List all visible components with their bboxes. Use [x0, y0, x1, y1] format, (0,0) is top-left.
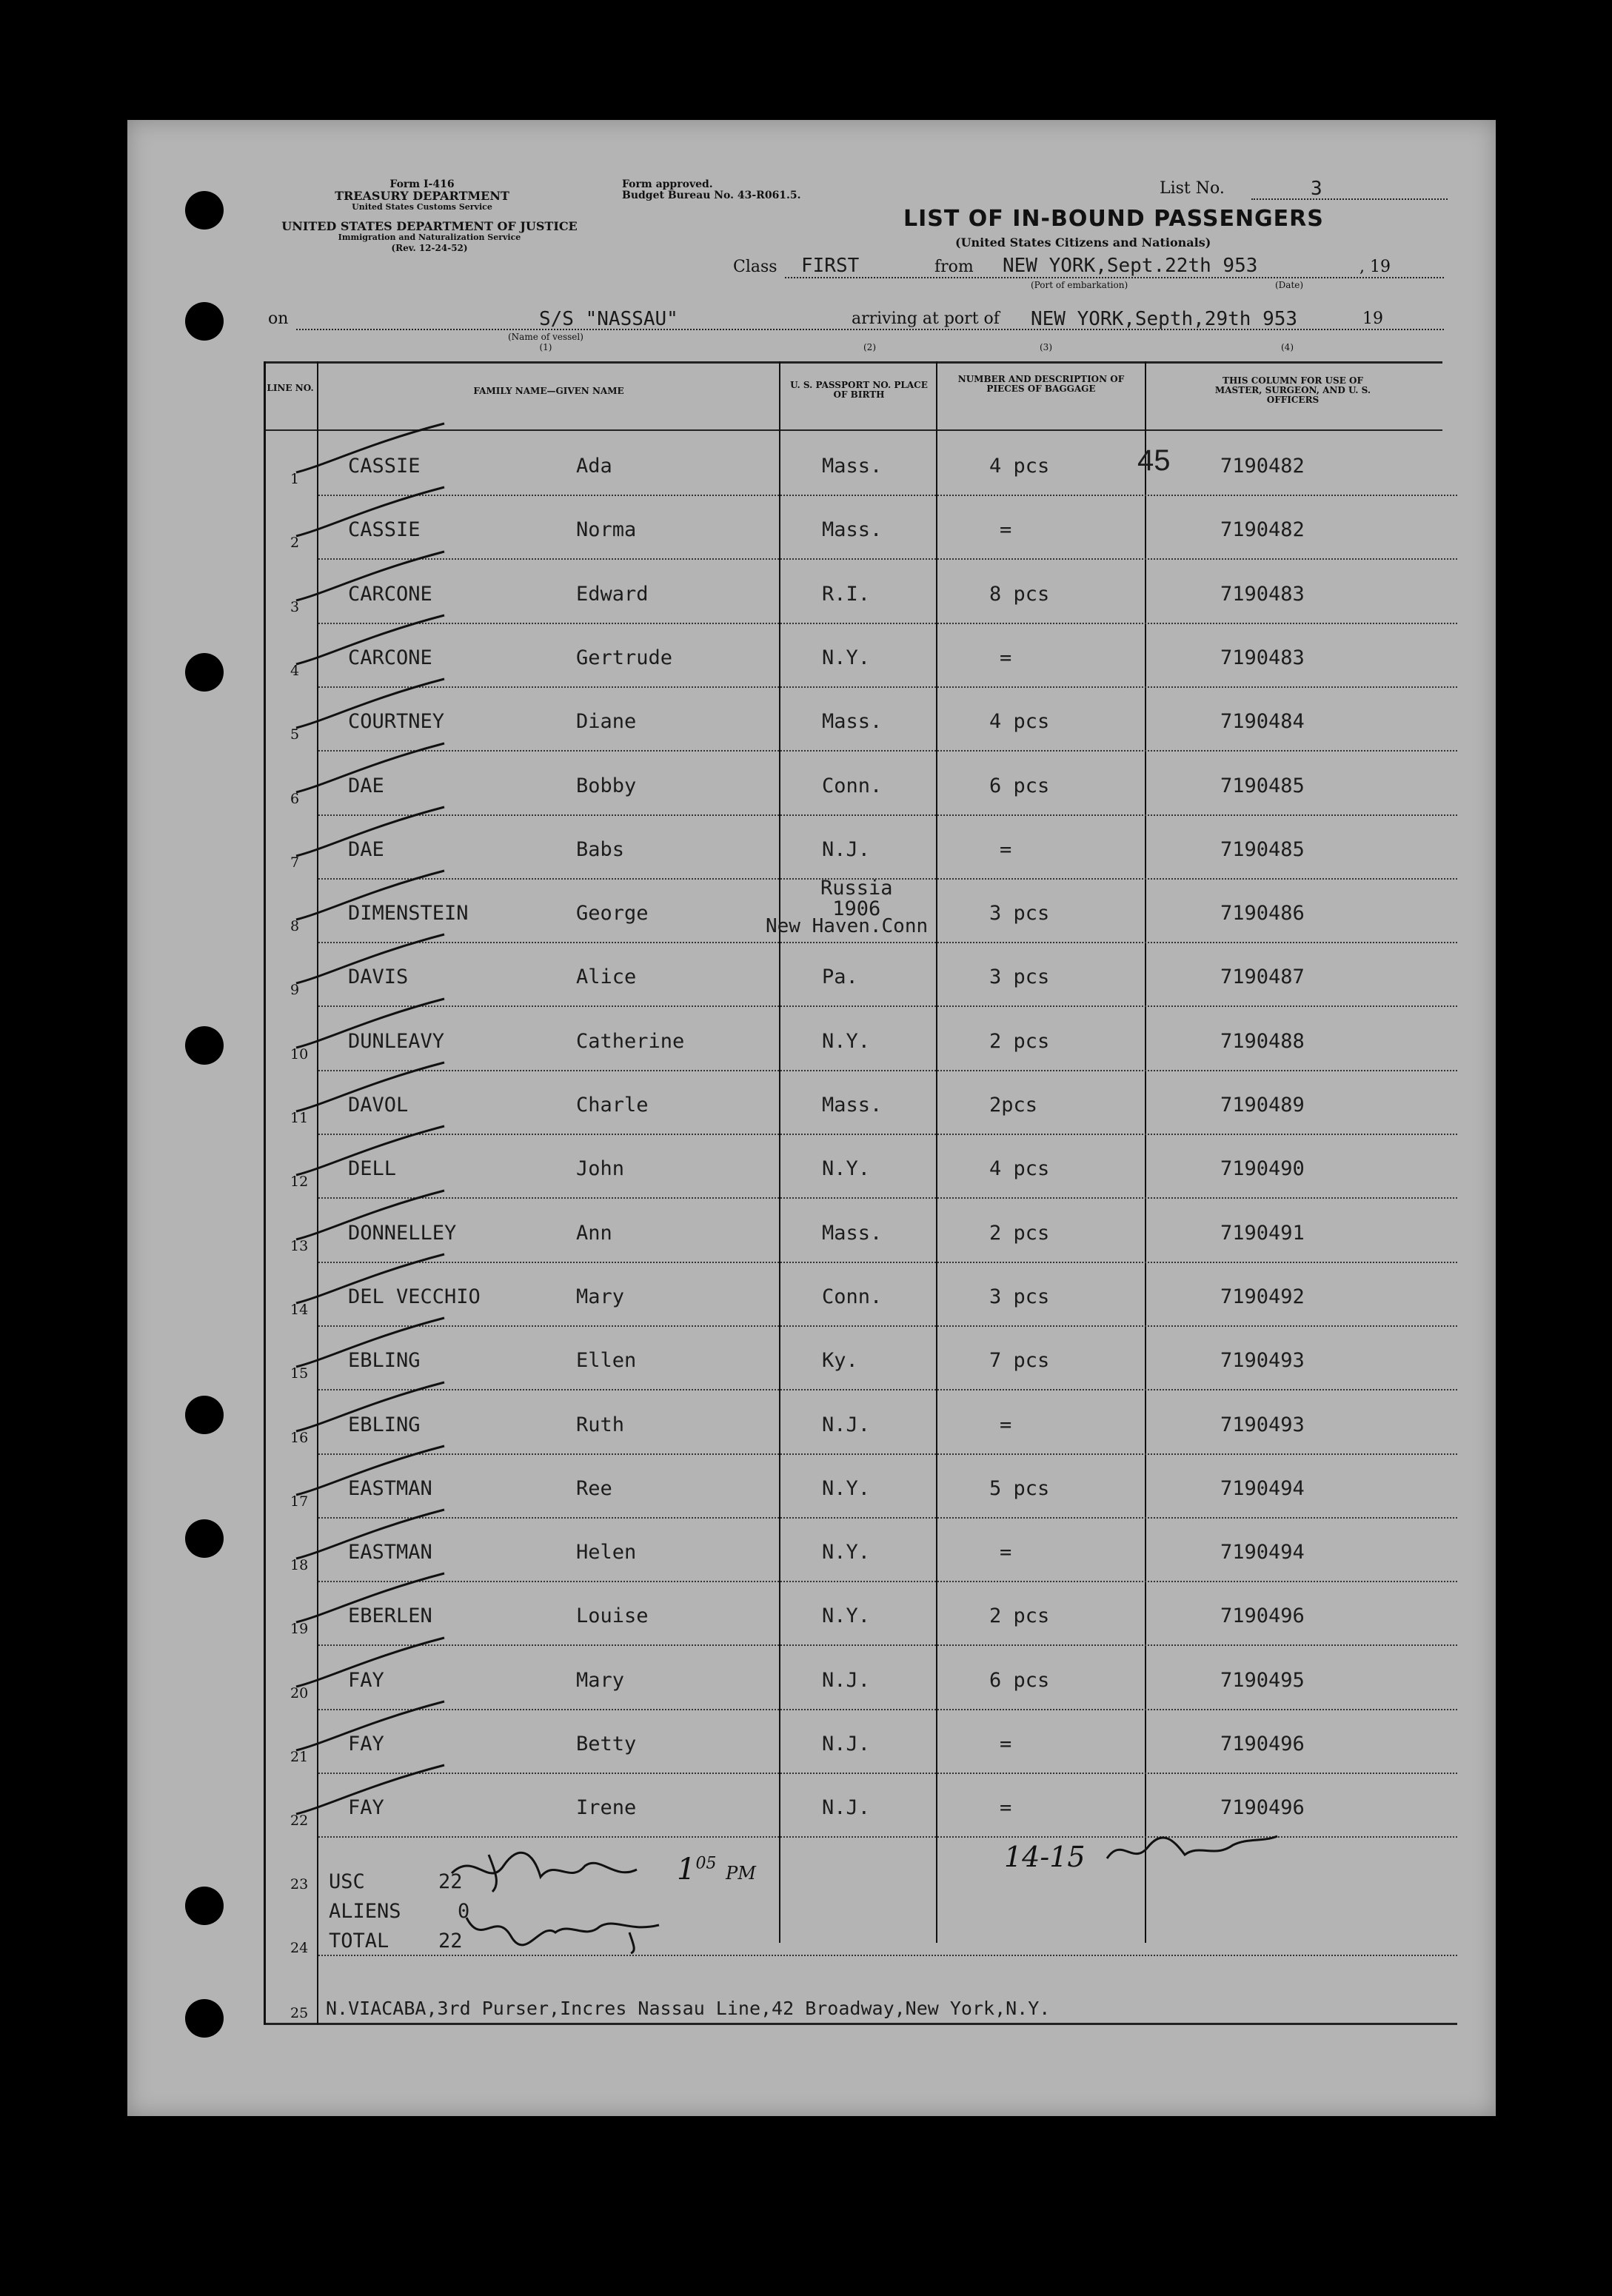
- punch-hole: [185, 302, 224, 341]
- row-rule: [318, 1644, 1457, 1646]
- check-stroke: [296, 1191, 444, 1239]
- line-number: 9: [290, 982, 300, 998]
- handwritten-initials: [1103, 1829, 1281, 1873]
- baggage: 6 pcs: [989, 774, 1050, 797]
- table-row: [0, 1268, 1368, 1331]
- family-name: DAVIS: [348, 965, 409, 988]
- handwritten-signature-2: [459, 1903, 681, 1955]
- family-name: DIMENSTEIN: [348, 902, 469, 925]
- check-stroke: [296, 1573, 444, 1622]
- check-stroke: [296, 424, 444, 472]
- from-value: NEW YORK,Sept.22th 953: [1003, 255, 1258, 277]
- officer-number: 7190482: [1220, 518, 1305, 541]
- line-number: 19: [290, 1621, 309, 1637]
- list-no-line: [1251, 198, 1448, 201]
- check-stroke: [296, 807, 444, 856]
- check-mark: [281, 421, 459, 487]
- usc-value: 22: [438, 1870, 463, 1893]
- family-name: COURTNEY: [348, 710, 445, 733]
- handwritten-time: [677, 1852, 756, 1887]
- check-mark: [281, 740, 459, 807]
- check-mark: [281, 484, 459, 551]
- given-name: Ellen: [576, 1349, 637, 1372]
- year-prefix-2: 19: [1362, 309, 1383, 328]
- table-row: [0, 757, 1368, 820]
- family-name: CARCONE: [348, 583, 432, 606]
- vessel-caption-num: (1): [539, 342, 552, 352]
- line-number: 17: [290, 1493, 309, 1510]
- given-name: Diane: [576, 710, 637, 733]
- vessel-name: S/S "NASSAU": [539, 308, 678, 330]
- given-name: Mary: [576, 1669, 625, 1692]
- table-top-border: [264, 361, 1442, 364]
- aliens-value: 0: [458, 1900, 470, 1923]
- place-of-birth: N.Y.: [822, 646, 871, 669]
- family-name: EBLING: [348, 1349, 421, 1372]
- row-rule: [318, 942, 1457, 943]
- family-name: DUNLEAVY: [348, 1030, 445, 1053]
- col-head-line: LINE NO.: [267, 383, 314, 393]
- table-bottom-border: [264, 2023, 1457, 2025]
- total-label: TOTAL: [329, 1929, 389, 1952]
- place-of-birth: Mass.: [822, 1222, 883, 1245]
- table-row: [0, 1204, 1368, 1268]
- list-no-label: List No.: [1160, 179, 1225, 198]
- given-name: Catherine: [576, 1030, 685, 1053]
- col-head-officers: THIS COLUMN FOR USE OF MASTER, SURGEON, AND U. S. OFFICERS: [1214, 375, 1371, 405]
- baggage: 2 pcs: [989, 1222, 1050, 1245]
- officer-number: 7190493: [1220, 1413, 1305, 1436]
- row-rule: [318, 558, 1457, 560]
- officer-number: 7190495: [1220, 1669, 1305, 1692]
- row-rule: [318, 750, 1457, 752]
- table-row: [0, 1139, 1368, 1203]
- line-number-24: 24: [290, 1940, 309, 1956]
- family-name: DAVOL: [348, 1094, 409, 1117]
- baggage: =: [1000, 1413, 1012, 1436]
- given-name: Babs: [576, 838, 625, 861]
- check-stroke: [296, 1382, 444, 1431]
- table-row: [0, 1715, 1368, 1778]
- treasury-dept: TREASURY DEPARTMENT: [335, 189, 509, 203]
- given-name: Ruth: [576, 1413, 625, 1436]
- given-name: John: [576, 1157, 625, 1180]
- check-mark: [281, 1379, 459, 1446]
- check-mark: [281, 1698, 459, 1765]
- row-rule: [318, 1197, 1457, 1199]
- row-rule: [318, 1836, 1457, 1838]
- family-name: FAY: [348, 1669, 384, 1692]
- place-of-birth: Conn.: [822, 1285, 883, 1308]
- row-rule: [318, 814, 1457, 816]
- row-rule: [318, 1262, 1457, 1263]
- annotation-45: 45: [1137, 444, 1171, 477]
- baggage: 2 pcs: [989, 1604, 1050, 1627]
- class-from-line: [785, 277, 1444, 278]
- place-of-birth: Pa.: [822, 965, 858, 988]
- form-header-left-2: [252, 221, 607, 254]
- row-rule: [318, 1709, 1457, 1710]
- officer-number: 7190490: [1220, 1157, 1305, 1180]
- check-stroke: [296, 679, 444, 728]
- place-of-birth: N.Y.: [822, 1030, 871, 1053]
- check-mark: [281, 1315, 459, 1382]
- from-label: from: [934, 258, 974, 276]
- place-of-birth: N.J.: [822, 838, 871, 861]
- place-of-birth: N.Y.: [822, 1541, 871, 1564]
- baggage: 8 pcs: [989, 583, 1050, 606]
- check-stroke: [296, 552, 444, 600]
- line-number: 6: [290, 791, 300, 807]
- given-name: Charle: [576, 1094, 649, 1117]
- line-number: 4: [290, 663, 300, 679]
- line-number-25: 25: [290, 2005, 309, 2021]
- check-mark: [281, 549, 459, 615]
- family-name: EASTMAN: [348, 1477, 432, 1500]
- given-name: Gertrude: [576, 646, 673, 669]
- given-name: Betty: [576, 1733, 637, 1756]
- check-stroke: [296, 487, 444, 536]
- punch-hole: [185, 191, 224, 230]
- col2-number: (2): [863, 342, 876, 352]
- given-name: Ann: [576, 1222, 612, 1245]
- officer-number: 7190489: [1220, 1094, 1305, 1117]
- table-row: [0, 1651, 1368, 1715]
- table-row: [0, 565, 1368, 629]
- place-of-birth: N.Y.: [822, 1604, 871, 1627]
- col3-number: (3): [1040, 342, 1052, 352]
- line-number: 15: [290, 1365, 309, 1382]
- table-row: [0, 1012, 1368, 1076]
- line-number: 2: [290, 535, 300, 551]
- line-number: 3: [290, 599, 300, 615]
- ins-service: Immigration and Naturalization Service: [338, 232, 521, 242]
- baggage: =: [1000, 518, 1012, 541]
- form-header-left: [267, 179, 578, 212]
- class-label: Class: [733, 258, 777, 276]
- officer-number: 7190485: [1220, 774, 1305, 797]
- table-row: [0, 1331, 1368, 1395]
- check-stroke: [296, 934, 444, 983]
- punch-hole: [185, 1999, 224, 2038]
- col4-number: (4): [1281, 342, 1294, 352]
- place-of-birth: R.I.: [822, 583, 871, 606]
- officer-number: 7190492: [1220, 1285, 1305, 1308]
- place-of-birth: N.J.: [822, 1733, 871, 1756]
- line-number: 7: [290, 854, 300, 871]
- officer-number: 7190496: [1220, 1733, 1305, 1756]
- officer-number: 7190482: [1220, 455, 1305, 478]
- row-rule: [318, 1134, 1457, 1135]
- row-rule: [318, 1581, 1457, 1582]
- arrival-value: NEW YORK,Septh,29th 953: [1031, 308, 1298, 330]
- baggage: =: [1000, 838, 1012, 861]
- given-name: Edward: [576, 583, 649, 606]
- check-mark: [281, 868, 459, 934]
- place-of-birth: Mass.: [822, 455, 883, 478]
- time-hour: 1: [677, 1852, 696, 1887]
- table-row: [0, 1396, 1368, 1459]
- row-rule: [318, 1773, 1457, 1774]
- list-no-value: 3: [1311, 178, 1322, 200]
- totals-line: [318, 1955, 1457, 1956]
- given-name: Bobby: [576, 774, 637, 797]
- place-of-birth: Conn.: [822, 774, 883, 797]
- line-number: 12: [290, 1174, 309, 1190]
- justice-dept: UNITED STATES DEPARTMENT OF JUSTICE: [281, 219, 578, 233]
- check-stroke: [296, 743, 444, 792]
- check-mark: [281, 1635, 459, 1701]
- port-embarkation-caption: (Port of embarkation): [1031, 280, 1128, 290]
- officer-number: 7190494: [1220, 1477, 1305, 1500]
- baggage: 3 pcs: [989, 965, 1050, 988]
- check-stroke: [296, 1254, 444, 1303]
- form-number: Form I-416: [389, 178, 455, 190]
- budget-text: Budget Bureau No. 43-R061.5.: [622, 190, 801, 201]
- officer-number: 7190487: [1220, 965, 1305, 988]
- place-of-birth: N.Y.: [822, 1477, 871, 1500]
- officer-number: 7190493: [1220, 1349, 1305, 1372]
- check-stroke: [296, 1446, 444, 1495]
- given-name: Helen: [576, 1541, 637, 1564]
- officer-number: 7190496: [1220, 1796, 1305, 1819]
- family-name: DAE: [348, 774, 384, 797]
- table-row: [0, 948, 1368, 1011]
- baggage: 5 pcs: [989, 1477, 1050, 1500]
- family-name: DAE: [348, 838, 384, 861]
- date-caption-1: (Date): [1275, 280, 1304, 290]
- check-stroke: [296, 1062, 444, 1111]
- check-mark: [281, 1188, 459, 1254]
- check-stroke: [296, 1510, 444, 1559]
- time-pm: PM: [726, 1863, 756, 1884]
- row-rule: [318, 1517, 1457, 1519]
- line-number: 16: [290, 1430, 309, 1446]
- check-mark: [281, 1123, 459, 1190]
- check-stroke: [296, 1318, 444, 1367]
- given-name: George: [576, 902, 649, 925]
- check-mark: [281, 996, 459, 1062]
- officer-number: 7190486: [1220, 902, 1305, 925]
- officer-number: 7190494: [1220, 1541, 1305, 1564]
- line-number: 21: [290, 1749, 309, 1765]
- baggage: 3 pcs: [989, 902, 1050, 925]
- check-mark: [281, 612, 459, 679]
- total-value: 22: [438, 1929, 463, 1952]
- check-mark: [281, 676, 459, 743]
- check-stroke: [296, 1765, 444, 1814]
- check-mark: [281, 931, 459, 998]
- check-mark: [281, 1060, 459, 1126]
- col-head-passport: U. S. PASSPORT NO. PLACE OF BIRTH: [790, 380, 928, 400]
- line-number: 8: [290, 918, 300, 934]
- place-of-birth: N.Y.: [822, 1157, 871, 1180]
- page-subtitle: (United States Citizens and Nationals): [955, 235, 1211, 250]
- family-name: DELL: [348, 1157, 397, 1180]
- check-stroke: [296, 999, 444, 1048]
- check-mark: [281, 1570, 459, 1637]
- family-name: EBERLEN: [348, 1604, 432, 1627]
- on-label: on: [268, 309, 289, 328]
- place-of-birth: Russia 1906: [820, 877, 893, 920]
- row-rule: [318, 1453, 1457, 1455]
- officer-number: 7190491: [1220, 1222, 1305, 1245]
- check-stroke: [296, 871, 444, 920]
- baggage: =: [1000, 1733, 1012, 1756]
- table-row: [0, 692, 1368, 756]
- place-of-birth: Mass.: [822, 1094, 883, 1117]
- check-mark: [281, 1507, 459, 1573]
- line-number: 5: [290, 726, 300, 743]
- row-rule: [318, 495, 1457, 496]
- check-stroke: [296, 1126, 444, 1175]
- baggage: 2 pcs: [989, 1030, 1050, 1053]
- line-number: 22: [290, 1813, 309, 1829]
- table-row: [0, 501, 1368, 564]
- handwritten-signature-1: [444, 1844, 666, 1895]
- officer-number: 7190496: [1220, 1604, 1305, 1627]
- family-name: EASTMAN: [348, 1541, 432, 1564]
- baggage: 4 pcs: [989, 710, 1050, 733]
- table-row: [0, 820, 1368, 884]
- table-row: [0, 1459, 1368, 1523]
- year-prefix-1: , 19: [1360, 258, 1391, 276]
- family-name: CARCONE: [348, 646, 432, 669]
- given-name: Mary: [576, 1285, 625, 1308]
- class-value: FIRST: [801, 255, 860, 277]
- line-number: 20: [290, 1685, 309, 1701]
- table-row: [0, 877, 1368, 948]
- time-minutes: 05: [695, 1854, 717, 1873]
- punch-hole: [185, 1887, 224, 1925]
- line-number: 1: [290, 471, 300, 487]
- check-mark: [281, 804, 459, 871]
- family-name: CASSIE: [348, 455, 421, 478]
- row-rule: [318, 1070, 1457, 1071]
- vessel-caption-text: (Name of vessel): [508, 332, 583, 342]
- usc-label: USC: [329, 1870, 365, 1893]
- baggage: 7 pcs: [989, 1349, 1050, 1372]
- baggage: 2pcs: [989, 1094, 1038, 1117]
- given-name: Louise: [576, 1604, 649, 1627]
- line-number: 13: [290, 1238, 309, 1254]
- row-rule: [318, 623, 1457, 624]
- col-head-name: FAMILY NAME—GIVEN NAME: [473, 386, 624, 396]
- baggage: 3 pcs: [989, 1285, 1050, 1308]
- baggage: =: [1000, 1541, 1012, 1564]
- row-rule: [318, 686, 1457, 688]
- check-stroke: [296, 615, 444, 664]
- line-number: 10: [290, 1046, 309, 1062]
- family-name: CASSIE: [348, 518, 421, 541]
- given-name: Norma: [576, 518, 637, 541]
- officer-number: 7190485: [1220, 838, 1305, 861]
- family-name: FAY: [348, 1796, 384, 1819]
- place-of-birth: Mass.: [822, 710, 883, 733]
- arriving-label: arriving at port of: [852, 309, 1000, 328]
- baggage: =: [1000, 1796, 1012, 1819]
- officer-number: 7190488: [1220, 1030, 1305, 1053]
- line-number: 11: [290, 1110, 309, 1126]
- baggage: 4 pcs: [989, 1157, 1050, 1180]
- revision: (Rev. 12-24-52): [391, 243, 468, 253]
- table-row: [0, 1076, 1368, 1139]
- table-row: [0, 629, 1368, 692]
- customs-service: United States Customs Service: [352, 202, 492, 212]
- row-rule: [318, 1325, 1457, 1327]
- check-stroke: [296, 1701, 444, 1750]
- place-of-birth: N.J.: [822, 1796, 871, 1819]
- place-of-birth: Ky.: [822, 1349, 858, 1372]
- approved-text: Form approved.: [622, 178, 713, 190]
- officer-number: 7190484: [1220, 710, 1305, 733]
- place-of-birth: N.J.: [822, 1669, 871, 1692]
- page-title: LIST OF IN-BOUND PASSENGERS: [903, 206, 1324, 232]
- aliens-label: ALIENS: [329, 1900, 401, 1923]
- given-name: Alice: [576, 965, 637, 988]
- place-of-birth: N.J.: [822, 1413, 871, 1436]
- vessel-line: [296, 329, 1444, 330]
- birth-note-row-8: New Haven.Conn: [766, 915, 929, 937]
- family-name: FAY: [348, 1733, 384, 1756]
- baggage: =: [1000, 646, 1012, 669]
- given-name: Ree: [576, 1477, 612, 1500]
- table-row: [0, 1587, 1368, 1650]
- given-name: Ada: [576, 455, 612, 478]
- col-head-baggage: NUMBER AND DESCRIPTION OF PIECES OF BAGGAGE: [957, 374, 1125, 394]
- purser-line: N.VIACABA,3rd Purser,Incres Nassau Line,42 Broadway,New York,N.Y.: [326, 1998, 1051, 2019]
- table-row: [0, 1523, 1368, 1587]
- handwritten-bag-count: 14-15: [1004, 1841, 1086, 1873]
- family-name: EBLING: [348, 1413, 421, 1436]
- given-name: Irene: [576, 1796, 637, 1819]
- form-approval: [622, 179, 801, 201]
- row-rule: [318, 1389, 1457, 1390]
- check-mark: [281, 1251, 459, 1318]
- officer-number: 7190483: [1220, 646, 1305, 669]
- row-rule: [318, 1005, 1457, 1007]
- check-stroke: [296, 1638, 444, 1687]
- check-mark: [281, 1762, 459, 1829]
- line-number: 18: [290, 1557, 309, 1573]
- family-name: DONNELLEY: [348, 1222, 457, 1245]
- family-name: DEL VECCHIO: [348, 1285, 481, 1308]
- place-of-birth: Mass.: [822, 518, 883, 541]
- check-mark: [281, 1443, 459, 1510]
- line-number-23: 23: [290, 1876, 309, 1892]
- baggage: 4 pcs: [989, 455, 1050, 478]
- vessel-caption: [508, 332, 583, 352]
- officer-number: 7190483: [1220, 583, 1305, 606]
- baggage: 6 pcs: [989, 1669, 1050, 1692]
- line-number: 14: [290, 1302, 309, 1318]
